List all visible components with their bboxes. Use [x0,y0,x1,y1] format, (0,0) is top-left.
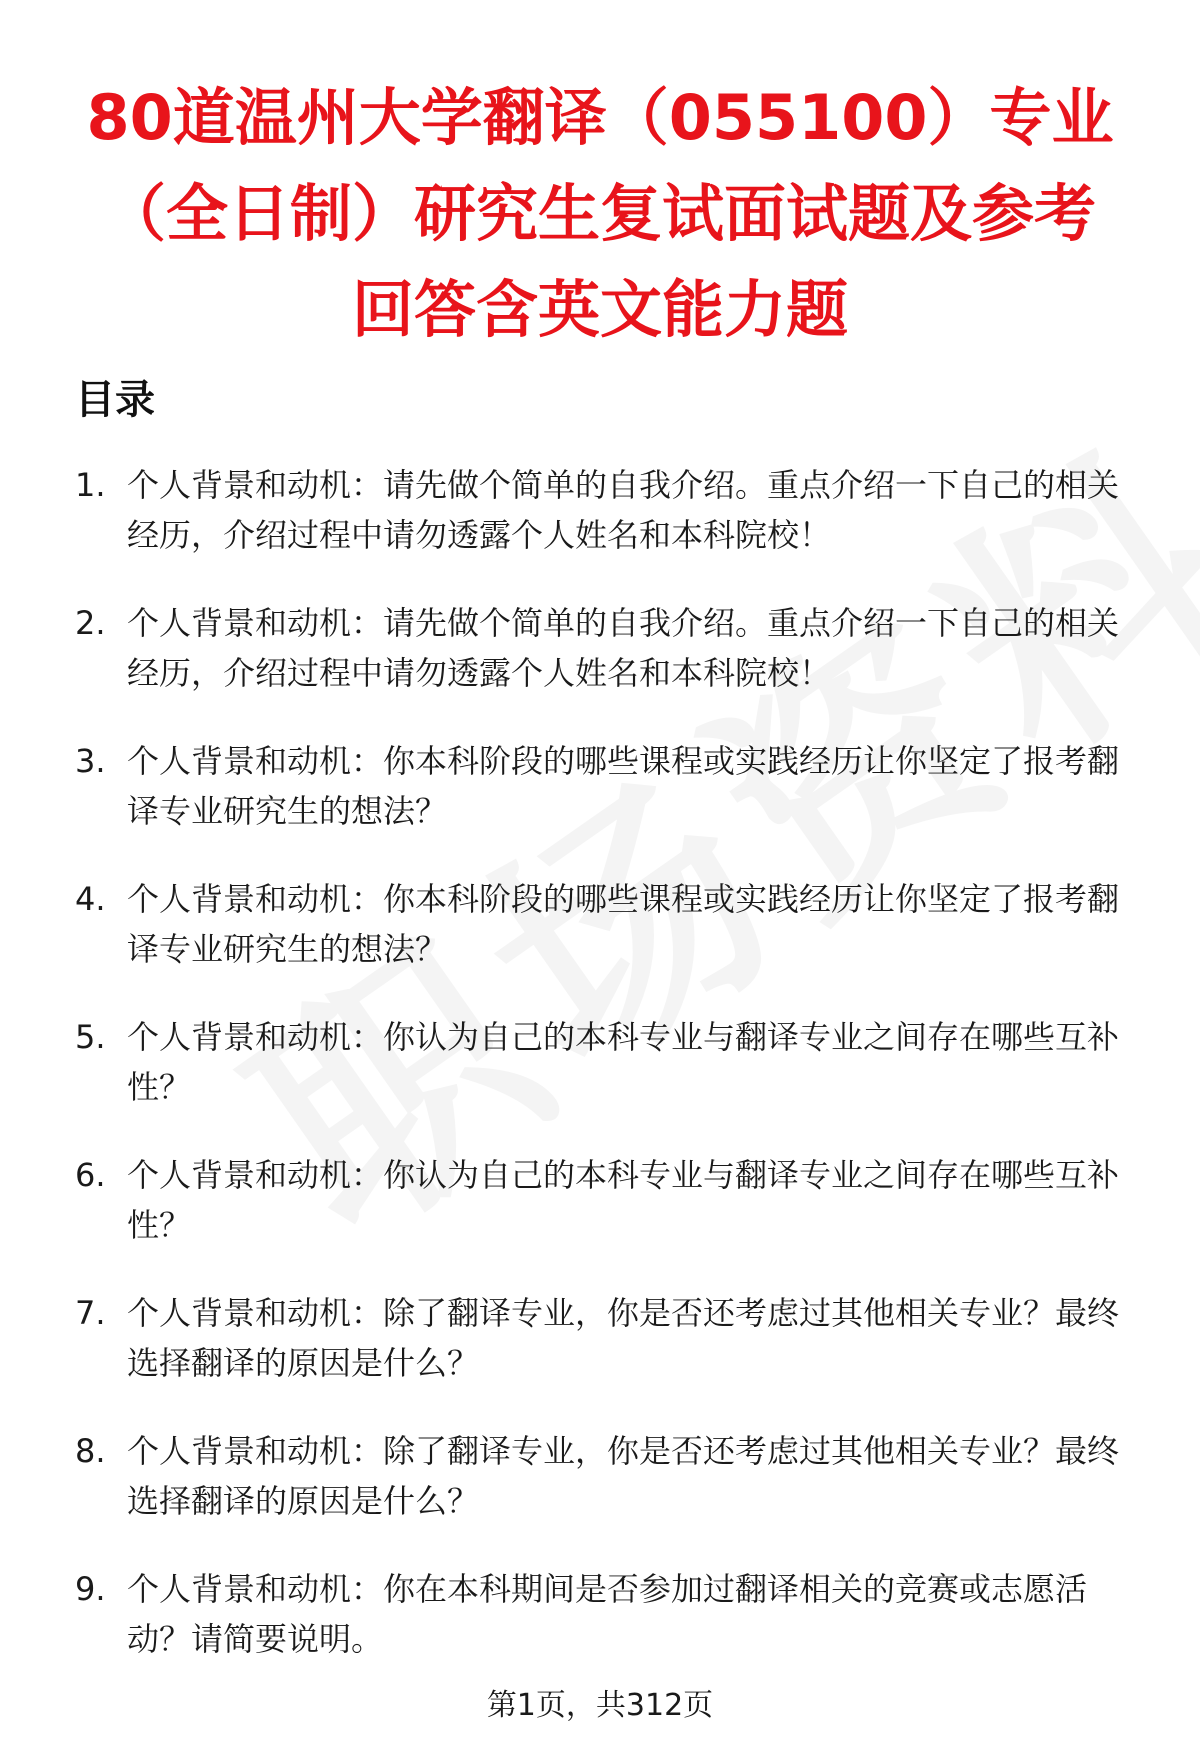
page-footer: 第1页，共312页 [486,1688,714,1723]
toc-heading: 目录 [75,377,155,423]
toc-item-number: 5. [75,1018,106,1056]
toc-item-number: 4. [75,880,106,918]
toc-item-text: 个人背景和动机：你本科阶段的哪些课程或实践经历让你坚定了报考翻译专业研究生的想法？ [127,880,1120,968]
toc-list [75,460,1145,1702]
document-title: 80道温州大学翻译（055100）专业（全日制）研究生复试面试题及参考回答含英文能力题 [86,81,1114,346]
toc-item-text: 个人背景和动机：请先做个简单的自我介绍。重点介绍一下自己的相关经历，介绍过程中请勿透露个人姓名和本科院校！ [127,604,1120,692]
toc-item[interactable] [75,736,1145,836]
toc-item-number: 6. [75,1156,106,1194]
toc-item[interactable] [75,1426,1145,1526]
toc-item-number: 3. [75,742,106,780]
toc-item[interactable] [75,1564,1145,1664]
toc-item-number: 9. [75,1570,106,1608]
toc-item-text: 个人背景和动机：请先做个简单的自我介绍。重点介绍一下自己的相关经历，介绍过程中请勿透露个人姓名和本科院校！ [127,466,1120,554]
toc-item[interactable] [75,1150,1145,1250]
toc-item-number: 2. [75,604,106,642]
toc-item-number: 7. [75,1294,106,1332]
toc-item-text: 个人背景和动机：你在本科期间是否参加过翻译相关的竞赛或志愿活动？请简要说明。 [127,1570,1088,1658]
toc-item[interactable] [75,598,1145,698]
toc-item[interactable] [75,1012,1145,1112]
toc-item[interactable] [75,874,1145,974]
toc-item-number: 8. [75,1432,106,1470]
toc-item-text: 个人背景和动机：除了翻译专业，你是否还考虑过其他相关专业？最终选择翻译的原因是什么？ [127,1294,1120,1382]
toc-item-text: 个人背景和动机：除了翻译专业，你是否还考虑过其他相关专业？最终选择翻译的原因是什么？ [127,1432,1120,1520]
toc-item-text: 个人背景和动机：你认为自己的本科专业与翻译专业之间存在哪些互补性？ [127,1018,1120,1106]
toc-item[interactable] [75,1288,1145,1388]
toc-item[interactable] [75,460,1145,560]
toc-item-number: 1. [75,466,106,504]
toc-item-text: 个人背景和动机：你认为自己的本科专业与翻译专业之间存在哪些互补性？ [127,1156,1120,1244]
toc-item-text: 个人背景和动机：你本科阶段的哪些课程或实践经历让你坚定了报考翻译专业研究生的想法？ [127,742,1120,830]
